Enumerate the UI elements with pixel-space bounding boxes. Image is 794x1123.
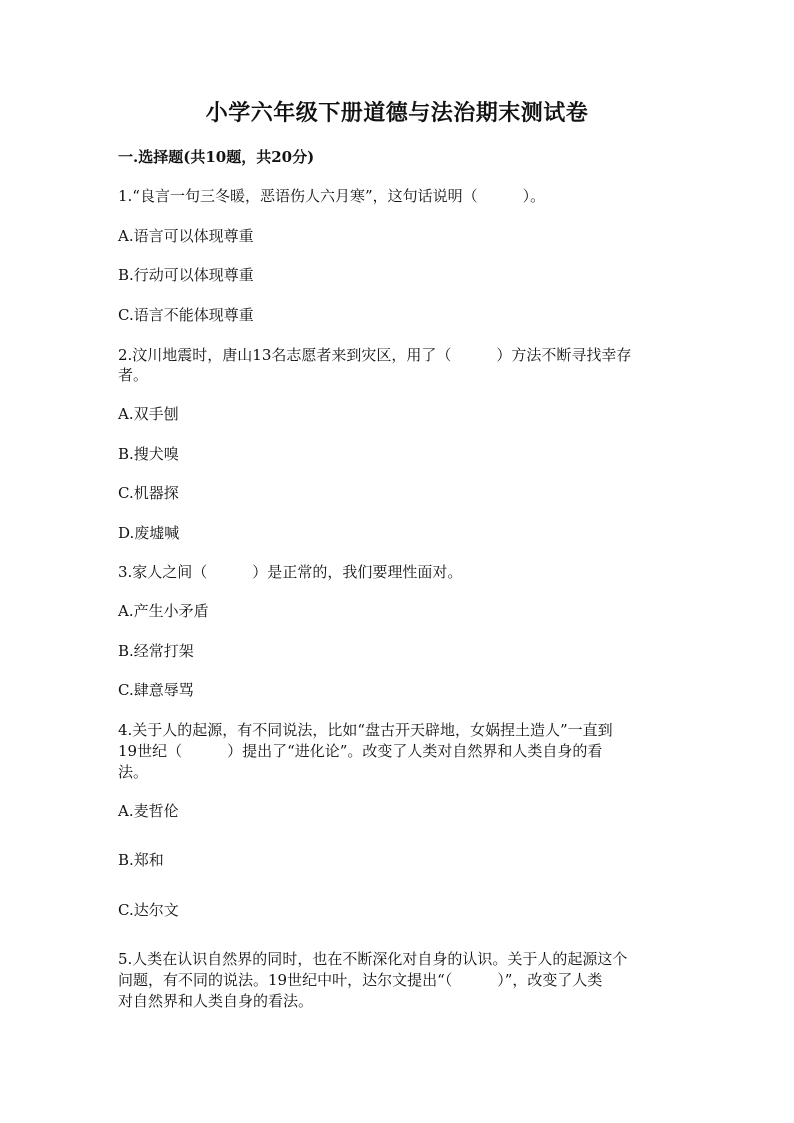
question-2-option-b: B.搜犬嗅 [118,445,179,463]
question-5-stem-line1: 5.人类在认识自然界的同时，也在不断深化对自身的认识。关于人的起源这个 [118,950,628,968]
question-4-option-c: C.达尔文 [118,901,179,919]
question-4-option-a: A.麦哲伦 [118,802,179,820]
question-2-option-a: A.双手刨 [118,405,179,423]
question-2-option-d: D.废墟喊 [118,524,180,542]
question-5-stem-line2: 问题，有不同的说法。19世纪中叶，达尔文提出“（ ）”，改变了人类 [118,971,603,989]
question-1-stem: 1.“良言一句三冬暖，恶语伤人六月寒”，这句话说明（ ）。 [118,187,546,205]
question-3-option-b: B.经常打架 [118,642,194,660]
question-3-option-c: C.肆意辱骂 [118,681,194,699]
question-2-stem-line2: 者。 [118,366,149,384]
question-1-option-a: A.语言可以体现尊重 [118,227,254,245]
document-title: 小学六年级下册道德与法治期末测试卷 [205,100,589,126]
question-1-option-b: B.行动可以体现尊重 [118,266,254,284]
question-1-option-c: C.语言不能体现尊重 [118,306,254,324]
question-4-stem-line3: 法。 [118,763,149,781]
question-4-stem-line1: 4.关于人的起源，有不同说法，比如“盘古开天辟地，女娲捏土造人”一直到 [118,721,613,739]
question-3-stem: 3.家人之间（ ）是正常的，我们要理性面对。 [118,563,463,581]
question-4-option-b: B.郑和 [118,851,164,869]
question-4-stem-line2: 19世纪（ ）提出了“进化论”。改变了人类对自然界和人类自身的看 [118,742,603,760]
question-2-option-c: C.机器探 [118,484,179,502]
question-2-stem-line1: 2.汶川地震时，唐山13名志愿者来到灾区，用了（ ）方法不断寻找幸存 [118,346,632,364]
section-heading: 一.选择题(共10题，共20分) [118,148,315,166]
question-5-stem-line3: 对自然界和人类自身的看法。 [118,992,314,1010]
question-3-option-a: A.产生小矛盾 [118,602,209,620]
